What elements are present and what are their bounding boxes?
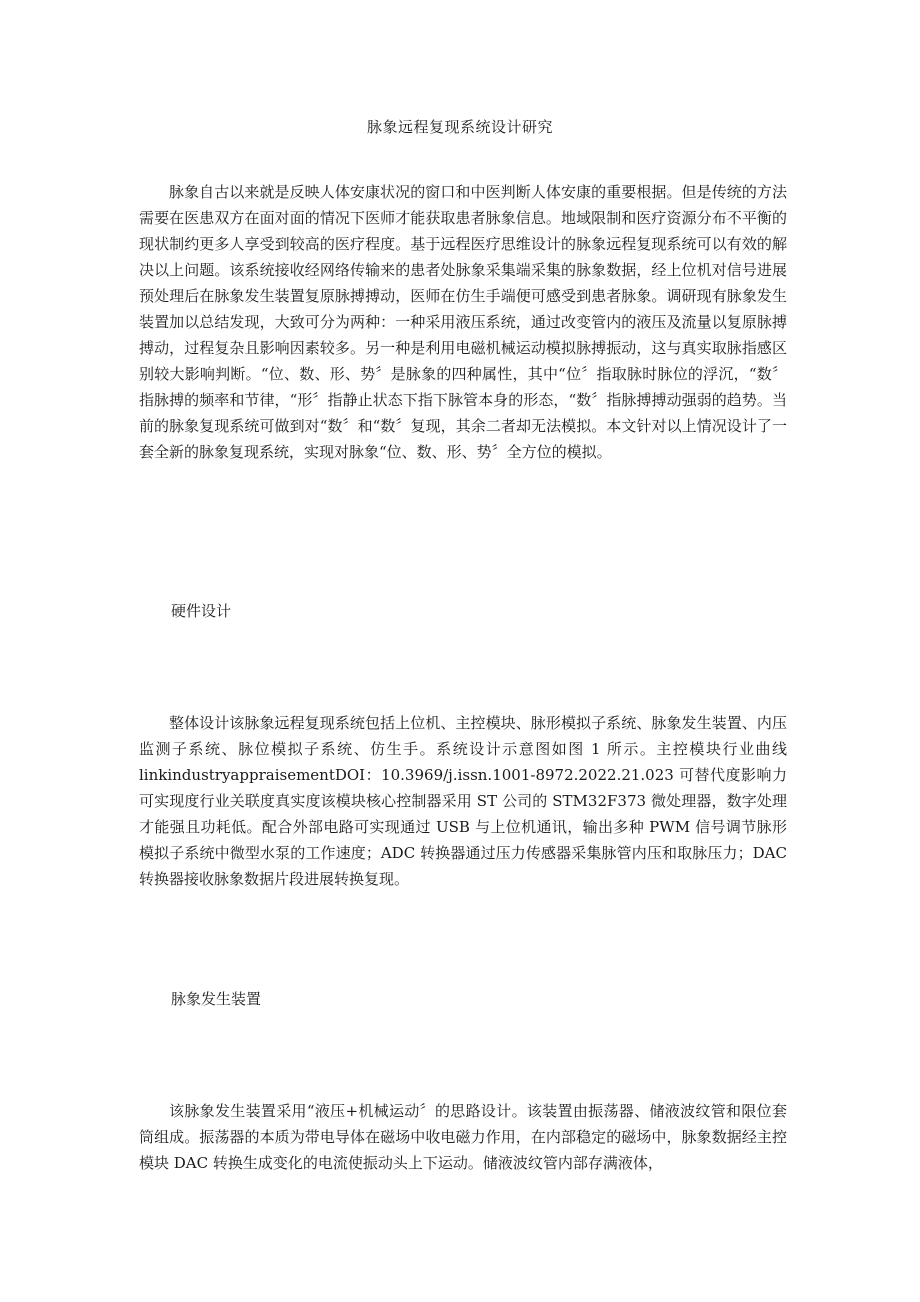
document-title: 脉象远程复现系统设计研究 [366, 118, 553, 136]
section-heading-hardware: 硬件设计 [171, 602, 232, 620]
section-heading-pulse-device: 脉象发生装置 [171, 990, 262, 1008]
intro-paragraph: 脉象自古以来就是反映人体安康状况的窗口和中医判断人体安康的重要根据。但是传统的方法需要在医患双方在面对面的情况下医师才能获取患者脉象信息。地域限制和医疗资源分布不平衡的现状制约更多人享受到较高的医疗程度。基于远程医疗思维设计的脉象远程复现系统可以有效的解决以上问题。该系统接收经网络传输来的患者处脉象采集端采集的脉象数据，经上位机对信号进展预处理后在脉象发生装置复原脉搏搏动，医师在仿生手端便可感受到患者脉象。调研现有脉象发生装置加以总结发现，大致可分为两种：一种采用液压系统，通过改变管内的液压及流量以复原脉搏搏动，过程复杂且影响因素较多。另一种是利用电磁机械运动模拟脉搏振动，这与真实取脉指感区别较大影响判断。“位、数、形、势〞是脉象的四种属性，其中“位〞指取脉时脉位的浮沉，“数〞指脉搏的频率和节律，“形〞指静止状态下指下脉管本身的形态，“数〞指脉搏搏动强弱的趋势。当前的脉象复现系统可做到对“数〞和“数〞复现，其余二者却无法模拟。本文针对以上情况设计了一套全新的脉象复现系统，实现对脉象“位、数、形、势〞全方位的模拟。 [139, 183, 787, 461]
pulse-device-paragraph: 该脉象发生装置采用“液压+机械运动〞的思路设计。该装置由振荡器、储液波纹管和限位套筒组成。振荡器的本质为带电导体在磁场中收电磁力作用，在内部稳定的磁场中，脉象数据经主控模块 DAC 转换生成变化的电流使振动头上下运动。储液波纹管内部存满液体， [139, 1102, 787, 1172]
hardware-paragraph: 整体设计该脉象远程复现系统包括上位机、主控模块、脉形模拟子系统、脉象发生装置、内压监测子系统、脉位模拟子系统、仿生手。系统设计示意图如图 1 所示。主控模块行业曲线 linkindustryappraisementDOI：10.3969/j.issn.1001-8972.2022.21.023 可替代度影响力可实现度行业关联度真实度该模块核心控制器采用 ST 公司的 STM32F373 微处理器，数字处理才能强且功耗低。配合外部电路可实现通过 USB 与上位机通讯，输出多种 PWM 信号调节脉形模拟子系统中微型水泵的工作速度；ADC 转换器通过压力传感器采集脉管内压和取脉压力；DAC 转换器接收脉象数据片段进展转换复现。 [139, 714, 787, 888]
